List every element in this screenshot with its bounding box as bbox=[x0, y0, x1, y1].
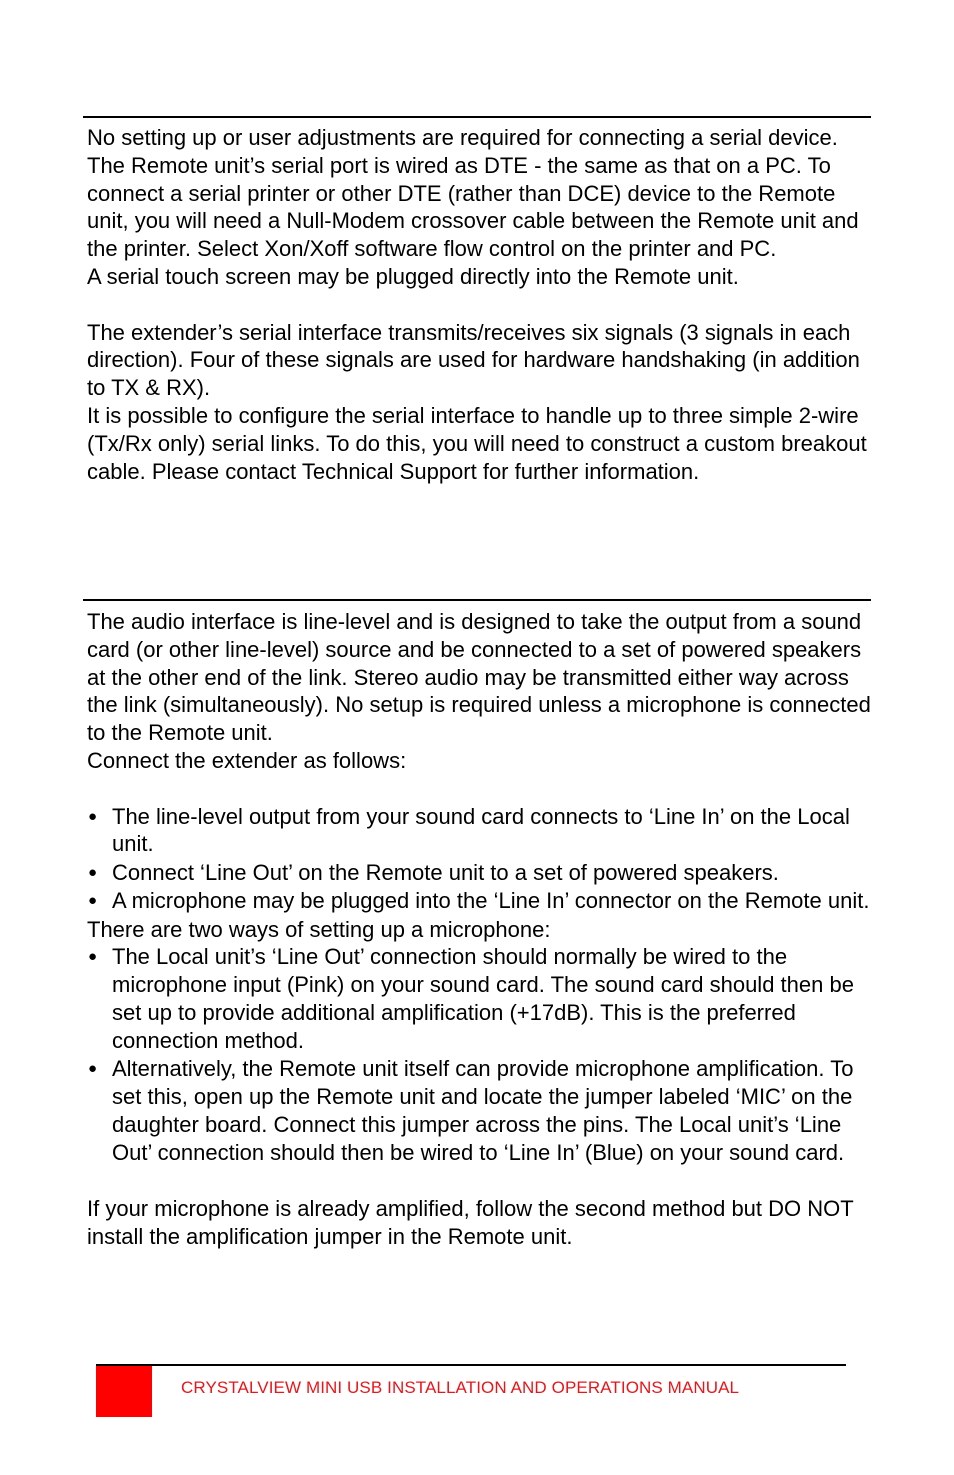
bullet-icon: ● bbox=[88, 807, 98, 825]
list-item: ● The Local unit’s ‘Line Out’ connection should normally be wired to the microphone input (Pink) on your sound card. The sound card should then be set up to provide additional amplification (+17dB). This is the preferred connection method. bbox=[88, 944, 854, 1053]
list-item: ● Alternatively, the Remote unit itself can provide microphone amplification. To set this, open up the Remote unit and locate the jumper labeled ‘MIC’ on the daughter board. Connect this jumper across the pins. The Local unit’s ‘Line Out’ connection should then be wired to ‘Line In’ (Blue) on your sound card. bbox=[88, 1056, 854, 1165]
connect-bullet-list bbox=[87, 803, 877, 915]
list-item: ● Connect ‘Line Out’ on the Remote unit to a set of powered speakers. bbox=[88, 859, 779, 885]
bullet-icon: ● bbox=[88, 892, 98, 910]
bullet-icon: ● bbox=[88, 1060, 98, 1078]
list-item: ● A microphone may be plugged into the ‘Line In’ connector on the Remote unit. bbox=[88, 888, 870, 914]
serial-paragraph: A serial touch screen may be plugged directly into the Remote unit. bbox=[87, 263, 739, 289]
footer-title: CRYSTALVIEW MINI USB INSTALLATION AND OPERATIONS MANUAL bbox=[181, 1378, 740, 1397]
section-divider-audio bbox=[83, 599, 871, 601]
audio-connect-lead: Connect the extender as follows: bbox=[87, 747, 407, 773]
section-divider-serial bbox=[83, 116, 871, 118]
bullet-icon: ● bbox=[88, 863, 98, 881]
mic-bullet-list bbox=[87, 943, 877, 1166]
serial-section bbox=[87, 124, 877, 485]
serial-paragraph: The extender’s serial interface transmits/receives six signals (3 signals in each direction). Four of these signals are used for hardware handshaking (in addition to TX & RX). bbox=[87, 319, 860, 401]
footer-color-block bbox=[96, 1366, 152, 1417]
footer-divider bbox=[96, 1364, 846, 1366]
list-item: ● The line-level output from your sound card connects to ‘Line In’ on the Local unit. bbox=[88, 803, 850, 857]
serial-paragraph: It is possible to configure the serial interface to handle up to three simple 2-wire (Tx/Rx only) serial links. To do this, you will need to construct a custom breakout cable. Please contact Technical Support for further information. bbox=[87, 402, 867, 484]
mic-setup-lead: There are two ways of setting up a microphone: bbox=[87, 916, 551, 942]
audio-section bbox=[87, 608, 877, 1250]
bullet-icon: ● bbox=[88, 948, 98, 966]
serial-paragraph: No setting up or user adjustments are required for connecting a serial device. The Remote unit’s serial port is wired as DTE - the same as that on a PC. To connect a serial printer or other DTE (rather than DCE) device to the Remote unit, you will need a Null-Modem crossover cable between the Remote unit and the printer. Select Xon/Xoff software flow control on the printer and PC. bbox=[87, 125, 859, 262]
audio-intro-paragraph: The audio interface is line-level and is designed to take the output from a sound card (or other line-level) source and be connected to a set of powered speakers at the other end of the link. Stereo audio may be transmitted either way across the link (simultaneously). No setup is required unless a microphone is connected to the Remote unit. bbox=[87, 609, 871, 746]
audio-closing-paragraph: If your microphone is already amplified, follow the second method but DO NOT install the amplification jumper in the Remote unit. bbox=[87, 1195, 854, 1249]
